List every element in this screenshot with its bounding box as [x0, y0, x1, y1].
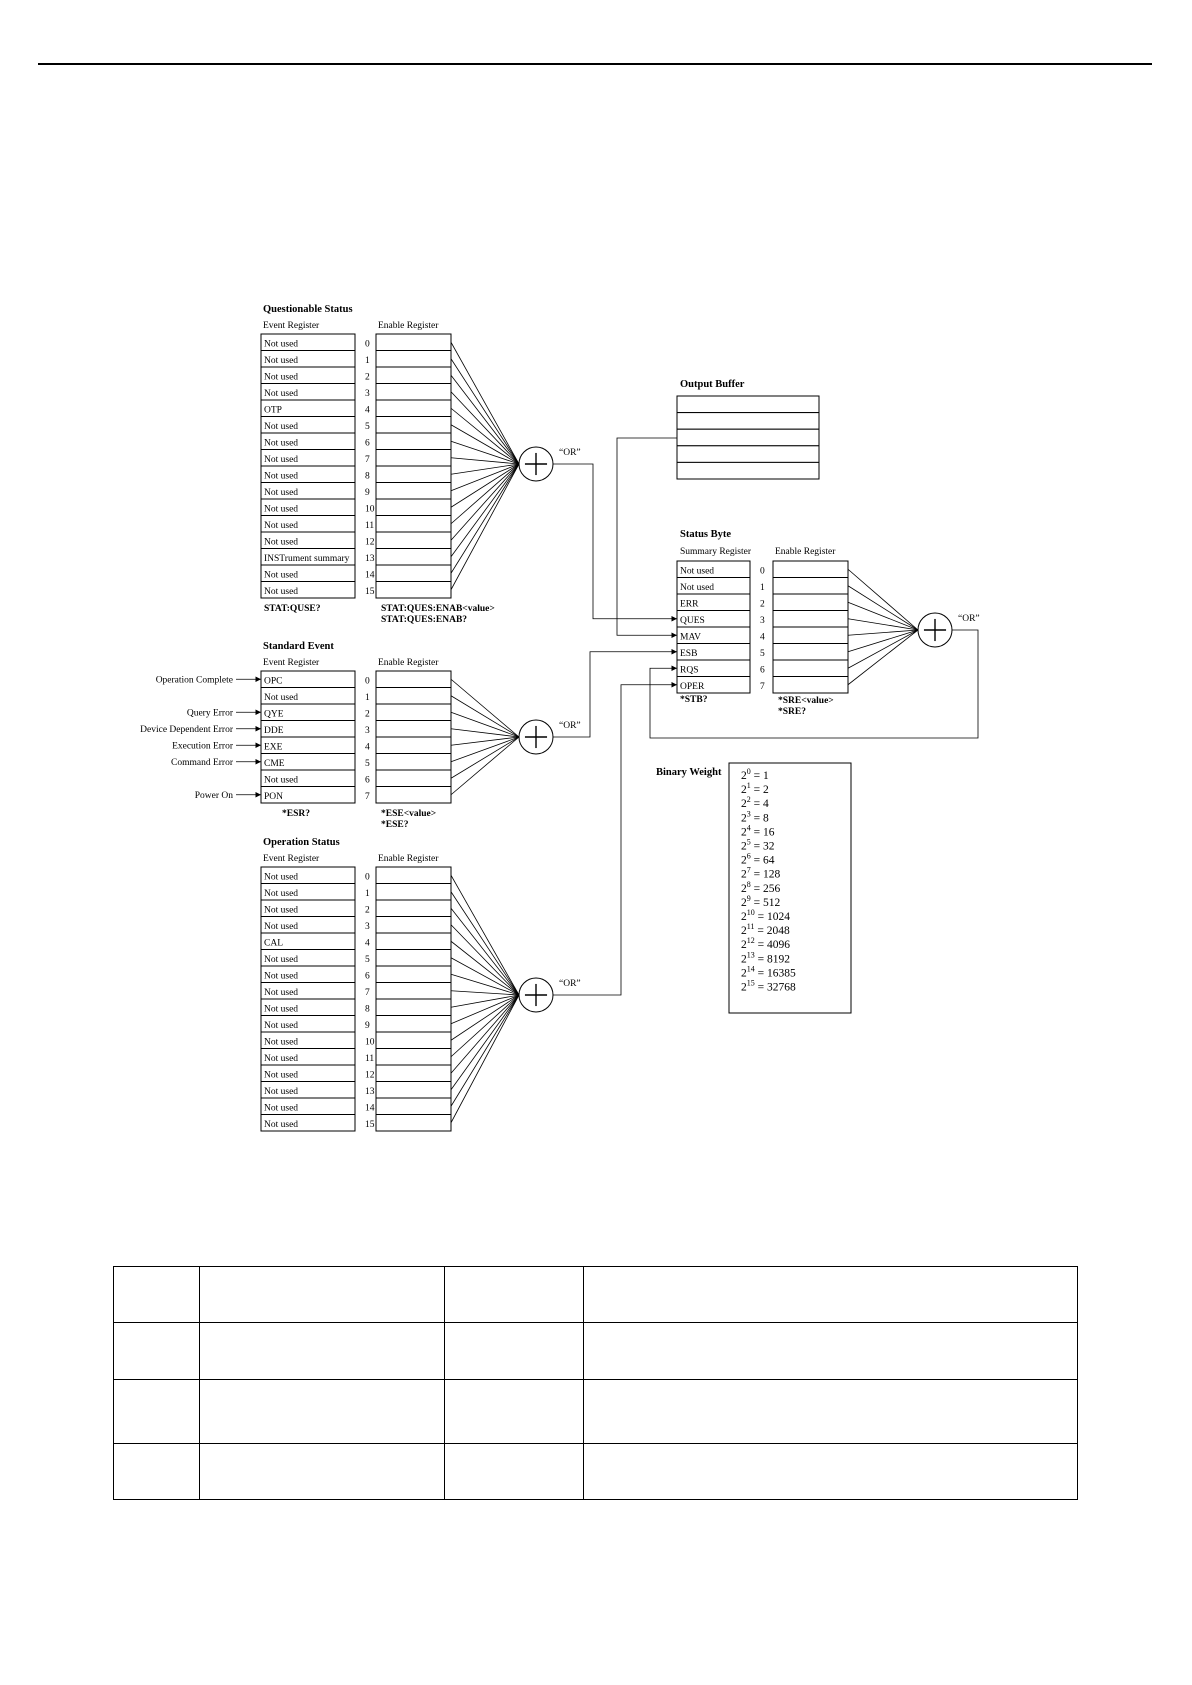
event-register-label: Not used [264, 1070, 299, 1081]
binary-weight-entry: $2^{10} = 1024$ [741, 908, 790, 923]
enable-register-cell [376, 721, 451, 738]
binary-weight-entry: $2^{11} = 2048$ [741, 922, 790, 938]
bit-number: 3 [365, 389, 370, 399]
fan-in-line [451, 941, 519, 995]
bit-number: 6 [365, 438, 370, 449]
event-register-header: Event Register [263, 854, 320, 864]
enable-register-cell [376, 1065, 451, 1082]
enable-query-command: *SRE? [778, 707, 806, 717]
binary-weight-entry: $2^8 = 256$ [741, 879, 781, 895]
event-register-label: Not used [264, 889, 299, 899]
event-register-label: Not used [264, 775, 299, 786]
register-table [113, 1266, 1078, 1500]
fan-in-line [451, 991, 519, 995]
bit-number: 6 [365, 775, 370, 786]
bit-number: 6 [760, 665, 765, 676]
bit-number: 4 [760, 632, 765, 643]
fan-in-line [451, 464, 519, 507]
table-cell [584, 1380, 1078, 1444]
enable-command: *SRE<value> [778, 696, 834, 706]
bit-number: 5 [365, 955, 370, 965]
fan-in-line [848, 569, 918, 630]
or-gate-label: “OR” [559, 721, 581, 731]
query-command: *ESR? [282, 809, 310, 819]
bit-number: 7 [760, 682, 765, 692]
enable-query-command: STAT:QUES:ENAB? [381, 615, 468, 625]
enable-register-cell [773, 561, 848, 578]
fan-in-line [848, 630, 918, 668]
event-register-label: Not used [264, 922, 299, 932]
binary-weight-entry: $2^{15} = 32768$ [741, 978, 796, 994]
bit-number: 13 [365, 1087, 375, 1097]
bit-number: 15 [365, 587, 375, 597]
event-register-label: Not used [264, 339, 299, 350]
enable-register-cell [376, 933, 451, 950]
enable-register-cell [376, 900, 451, 917]
event-register-label: CAL [264, 938, 283, 949]
fan-in-line [451, 464, 519, 540]
enable-register-cell [376, 565, 451, 582]
table-cell [584, 1444, 1078, 1500]
event-register-label: Not used [264, 971, 299, 982]
input-event-label: Device Dependent Error [140, 724, 233, 735]
output-buffer-cell [677, 396, 819, 413]
bit-number: 2 [365, 709, 370, 720]
event-register-label: Not used [264, 1103, 299, 1114]
event-register-label: Not used [264, 372, 299, 383]
event-register-label: Not used [264, 1037, 299, 1048]
table-cell [200, 1380, 445, 1444]
enable-register-cell [376, 1016, 451, 1033]
event-register-label: Not used [264, 1021, 299, 1031]
enable-register-cell [376, 1049, 451, 1066]
enable-register-cell [376, 770, 451, 787]
table-cell [445, 1267, 584, 1323]
bit-number: 4 [365, 405, 370, 416]
table-row [114, 1267, 1078, 1323]
event-register-label: Not used [264, 905, 299, 916]
oper-summary-line [553, 685, 677, 995]
fan-in-line [451, 995, 519, 1007]
bit-number: 9 [365, 488, 370, 498]
enable-register-cell [376, 483, 451, 500]
enable-command: STAT:QUES:ENAB<value> [381, 604, 495, 614]
bit-number: 3 [760, 616, 765, 626]
enable-register-cell [773, 660, 848, 677]
table-cell [200, 1323, 445, 1380]
or-gate-label: “OR” [559, 448, 581, 458]
event-register-label: Not used [264, 521, 299, 531]
event-register-label: Not used [264, 1054, 299, 1064]
event-register-label: Not used [264, 422, 299, 432]
event-register-label: DDE [264, 726, 284, 736]
table-cell [114, 1380, 200, 1444]
fan-in-line [451, 892, 519, 995]
event-register-label: Not used [264, 1087, 299, 1097]
section-title: Operation Status [263, 837, 340, 848]
fan-in-line [848, 630, 918, 635]
bit-number: 15 [365, 1120, 375, 1130]
bit-number: 8 [365, 471, 370, 482]
output-buffer-cell [677, 413, 819, 430]
bit-number: 0 [365, 676, 370, 687]
summary-register-label: MAV [680, 632, 701, 643]
enable-command: *ESE<value> [381, 809, 437, 819]
summary-register-header: Summary Register [680, 547, 751, 557]
enable-register-cell [376, 671, 451, 688]
enable-register-cell [376, 433, 451, 450]
fan-in-line [451, 995, 519, 1040]
bit-number: 0 [760, 566, 765, 577]
summary-register-label: ESB [680, 649, 698, 659]
bit-number: 11 [365, 1054, 375, 1064]
standard-event-group [140, 641, 580, 830]
event-register-label: Not used [264, 955, 299, 965]
bit-number: 2 [365, 372, 370, 383]
enable-register-cell [773, 644, 848, 661]
binary-weight-entry: $2^4 = 16$ [741, 823, 775, 839]
event-register-header: Event Register [263, 658, 320, 668]
event-register-label: Not used [264, 356, 299, 366]
enable-register-cell [773, 627, 848, 644]
bit-number: 5 [760, 649, 765, 659]
enable-register-cell [376, 549, 451, 566]
query-command: STAT:QUSE? [264, 604, 321, 614]
enable-register-cell [376, 688, 451, 705]
enable-register-cell [376, 499, 451, 516]
event-register-label: Not used [264, 389, 299, 399]
event-register-label: Not used [264, 1120, 299, 1130]
bit-number: 4 [365, 742, 370, 753]
enable-register-cell [376, 983, 451, 1000]
enable-register-cell [376, 450, 451, 467]
input-event-label: Query Error [186, 708, 233, 719]
table-cell [445, 1323, 584, 1380]
binary-weight-entry: $2^0 = 1$ [741, 767, 769, 782]
enable-register-cell [376, 1032, 451, 1049]
fan-in-line [451, 359, 519, 464]
binary-weight-entry: $2^3 = 8$ [741, 809, 769, 825]
enable-register-cell [376, 367, 451, 384]
fan-in-line [451, 995, 519, 1073]
binary-weight-entry: $2^{12} = 4096$ [741, 936, 790, 952]
event-register-label: Not used [264, 570, 299, 581]
or-gate-label: “OR” [559, 979, 581, 989]
fan-in-line [848, 630, 918, 685]
table-row [114, 1444, 1078, 1500]
enable-register-cell [376, 417, 451, 434]
summary-register-label: ERR [680, 599, 699, 610]
event-register-header: Event Register [263, 321, 320, 331]
summary-register-label: Not used [680, 583, 715, 593]
event-register-label: Not used [264, 455, 299, 465]
event-register-label: INSTrument summary [264, 554, 350, 564]
enable-register-header: Enable Register [378, 854, 439, 864]
input-event-label: Operation Complete [155, 675, 233, 686]
operation-status-group [261, 837, 581, 1131]
fan-in-line [451, 995, 519, 1106]
enable-register-cell [376, 737, 451, 754]
enable-register-cell [376, 466, 451, 483]
summary-register-label: QUES [680, 616, 705, 626]
event-register-label: QYE [264, 709, 284, 720]
bit-number: 1 [365, 356, 370, 366]
output-buffer-cell [677, 446, 819, 463]
bit-number: 0 [365, 339, 370, 350]
bit-number: 1 [365, 693, 370, 703]
enable-register-cell [376, 532, 451, 549]
enable-register-cell [376, 334, 451, 351]
summary-register-label: OPER [680, 682, 705, 692]
fan-in-line [451, 737, 519, 795]
event-register-label: Not used [264, 438, 299, 449]
output-buffer-cell [677, 462, 819, 479]
event-register-label: CME [264, 759, 285, 769]
event-register-label: OPC [264, 676, 283, 687]
enable-register-cell [376, 516, 451, 533]
fan-in-line [848, 586, 918, 630]
bit-number: 6 [365, 971, 370, 982]
fan-in-line [848, 602, 918, 630]
bit-number: 2 [365, 905, 370, 916]
mav-summary-line [617, 438, 677, 635]
input-event-label: Execution Error [172, 741, 233, 752]
bit-number: 12 [365, 1070, 375, 1081]
summary-register-label: Not used [680, 566, 715, 577]
event-register-label: Not used [264, 872, 299, 883]
bit-number: 7 [365, 455, 370, 465]
enable-register-cell [376, 1082, 451, 1099]
table-cell [445, 1444, 584, 1500]
questionable-status-group [261, 304, 581, 625]
enable-register-cell [376, 950, 451, 967]
enable-query-command: *ESE? [381, 820, 409, 830]
enable-register-cell [376, 884, 451, 901]
fan-in-line [451, 995, 519, 1057]
section-title: Standard Event [263, 641, 334, 652]
enable-register-header: Enable Register [378, 321, 439, 331]
input-event-label: Power On [194, 790, 233, 801]
event-register-label: PON [264, 792, 284, 802]
status-byte-group [677, 529, 980, 717]
binary-weight-entry: $2^{13} = 8192$ [741, 950, 790, 966]
bit-number: 11 [365, 521, 375, 531]
section-title: Output Buffer [680, 379, 745, 390]
fan-in-line [451, 908, 519, 995]
bit-number: 7 [365, 792, 370, 802]
bit-number: 14 [365, 570, 375, 581]
binary-weight-entry: $2^1 = 2$ [741, 781, 769, 797]
enable-register-header: Enable Register [378, 658, 439, 668]
ques-summary-line [553, 464, 677, 619]
bit-number: 13 [365, 554, 375, 564]
enable-register-cell [376, 787, 451, 804]
table-cell [584, 1267, 1078, 1323]
binary-weight-entry: $2^7 = 128$ [741, 865, 781, 881]
enable-register-cell [376, 754, 451, 771]
enable-register-cell [376, 917, 451, 934]
bit-number: 9 [365, 1021, 370, 1031]
enable-register-cell [376, 1115, 451, 1132]
event-register-label: Not used [264, 587, 299, 597]
query-command: *STB? [680, 695, 708, 705]
enable-register-cell [773, 594, 848, 611]
table-row [114, 1323, 1078, 1380]
enable-register-cell [376, 400, 451, 417]
table-row [114, 1380, 1078, 1444]
event-register-label: Not used [264, 504, 299, 515]
enable-register-cell [376, 582, 451, 599]
binary-weight-entry: $2^2 = 4$ [741, 795, 769, 811]
binary-weight-entry: $2^{14} = 16385$ [741, 964, 796, 980]
table-cell [114, 1444, 200, 1500]
enable-register-cell [376, 999, 451, 1016]
event-register-label: Not used [264, 488, 299, 498]
table-cell [584, 1323, 1078, 1380]
fan-in-line [451, 375, 519, 464]
bit-number: 1 [760, 583, 765, 593]
output-buffer-group [677, 379, 819, 479]
summary-register-label: RQS [680, 665, 699, 676]
table-cell [200, 1444, 445, 1500]
input-event-label: Command Error [170, 757, 233, 768]
binary-weight-entry: $2^9 = 512$ [741, 893, 781, 909]
bit-number: 10 [365, 1037, 375, 1048]
enable-register-cell [376, 704, 451, 721]
enable-register-cell [376, 384, 451, 401]
table-cell [114, 1267, 200, 1323]
fan-in-line [451, 464, 519, 557]
enable-register-cell [376, 351, 451, 368]
fan-in-line [848, 630, 918, 652]
section-title: Binary Weight [656, 767, 722, 778]
fan-in-line [451, 995, 519, 1123]
enable-register-cell [376, 966, 451, 983]
fan-in-line [451, 464, 519, 573]
event-register-label: Not used [264, 988, 299, 998]
binary-weight-entry: $2^6 = 64$ [741, 851, 775, 867]
bit-number: 7 [365, 988, 370, 998]
enable-register-header: Enable Register [775, 547, 836, 557]
enable-register-cell [773, 677, 848, 694]
bit-number: 3 [365, 726, 370, 736]
fan-in-line [451, 679, 519, 737]
bit-number: 4 [365, 938, 370, 949]
event-register-label: Not used [264, 537, 299, 548]
enable-register-cell [376, 867, 451, 884]
event-register-label: Not used [264, 1004, 299, 1015]
section-title: Questionable Status [263, 304, 353, 315]
bit-number: 5 [365, 759, 370, 769]
bit-number: 12 [365, 537, 375, 548]
enable-register-cell [773, 611, 848, 628]
bit-number: 0 [365, 872, 370, 883]
table-cell [200, 1267, 445, 1323]
event-register-label: OTP [264, 405, 282, 416]
section-title: Status Byte [680, 529, 732, 540]
bit-number: 2 [760, 599, 765, 610]
bit-number: 8 [365, 1004, 370, 1015]
enable-register-cell [773, 578, 848, 595]
bit-number: 10 [365, 504, 375, 515]
event-register-label: Not used [264, 471, 299, 482]
fan-in-line [451, 464, 519, 590]
event-register-label: Not used [264, 693, 299, 703]
event-register-label: EXE [264, 742, 283, 753]
table-cell [445, 1380, 584, 1444]
table-cell [114, 1323, 200, 1380]
output-buffer-cell [677, 429, 819, 446]
enable-register-cell [376, 1098, 451, 1115]
bit-number: 3 [365, 922, 370, 932]
bit-number: 14 [365, 1103, 375, 1114]
bit-number: 1 [365, 889, 370, 899]
binary-weight-group [656, 763, 851, 1013]
or-gate-label: “OR” [958, 614, 980, 624]
fan-in-line [451, 408, 519, 464]
bit-number: 5 [365, 422, 370, 432]
binary-weight-entry: $2^5 = 32$ [741, 837, 775, 853]
